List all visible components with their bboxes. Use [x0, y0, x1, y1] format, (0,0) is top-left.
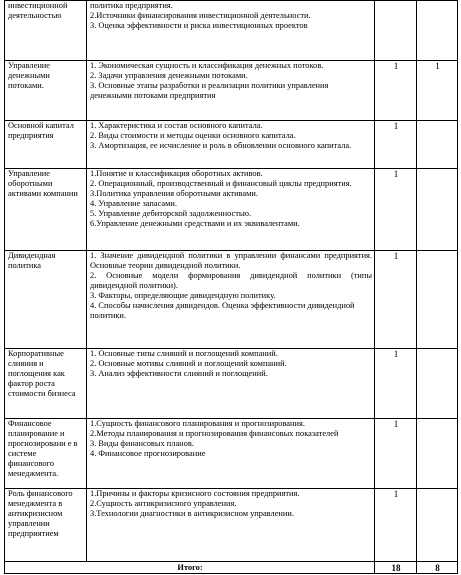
hours-lecture-cell: 1: [375, 419, 417, 489]
topic-cell: [5, 251, 87, 349]
content-item: 4. Способы начисления дивидендов. Оценка эффективности дивидендной политики.: [90, 301, 355, 320]
content-item: 4. Управление запасами.: [90, 199, 177, 208]
topic-cell: [5, 489, 87, 562]
content-item: 3. Оценка эффективности и риска инвестиционных проектов: [90, 21, 308, 30]
content-cell: [87, 349, 375, 419]
hours-practice-cell: [417, 251, 458, 349]
hours-lecture-cell: [375, 1, 417, 61]
content-item: политика предприятия.: [90, 1, 173, 10]
content-item: 1.Причины и факторы кризисного состояния предприятия.: [90, 489, 300, 498]
content-item: 3. Амортизация, ее исчисление и роль в обновлении основного капитала.: [90, 141, 352, 150]
hours-practice-cell: [417, 169, 458, 251]
topic-text: Роль финансового менеджмента в антикризисном управлении предприятием: [8, 489, 73, 538]
content-cell: [87, 489, 375, 562]
topic-text: Финансовое планирование и прогнозировани е в системе финансового менеджмента.: [8, 419, 78, 478]
table-row: [5, 1, 458, 61]
content-item: 2.Источники финансирования инвестиционной деятельности.: [90, 11, 311, 20]
content-item: 2. Виды стоимости и методы оценки основного капитала.: [90, 131, 296, 140]
hours-lecture-cell: 1: [375, 489, 417, 562]
content-cell: [87, 1, 375, 61]
hours-lecture-cell: 1: [375, 251, 417, 349]
curriculum-table: [4, 0, 458, 574]
content-cell: [87, 61, 375, 121]
content-item: 2.Методы планирования и прогнозирования финансовых показателей: [90, 429, 339, 438]
content-item: 6.Управление денежными средствами и их эквивалентами.: [90, 219, 300, 228]
content-item: 1. Характеристика и состав основного капитала.: [90, 121, 263, 130]
total-row: [5, 562, 458, 574]
hours-practice-cell: [417, 489, 458, 562]
table-row: [5, 349, 458, 419]
content-cell: [87, 121, 375, 169]
topic-text: Корпоративные слияния и поглощения как фактор роста стоимости бизнеса: [8, 349, 76, 398]
topic-text: Управление оборотными активами компании: [8, 169, 78, 198]
topic-cell: [5, 419, 87, 489]
content-cell: [87, 169, 375, 251]
hours-lecture-cell: 1: [375, 349, 417, 419]
hours-practice-cell: [417, 121, 458, 169]
content-item: 3.Политика управления оборотными активами.: [90, 189, 258, 198]
content-item: 3. Факторы, определяющие дивидендную политику.: [90, 291, 276, 300]
content-item: 3. Анализ эффективности слияний и поглощений.: [90, 369, 268, 378]
content-item: 3. Основные этапы разработки и реализации политики управления денежными потоками предприятия: [90, 81, 329, 100]
topic-cell: [5, 349, 87, 419]
table-row: [5, 419, 458, 489]
content-item: 1.Понятие и классификация оборотных активов.: [90, 169, 263, 178]
topic-cell: [5, 61, 87, 121]
hours-practice-cell: [417, 419, 458, 489]
table-row: [5, 121, 458, 169]
content-item: 1. Значение дивидендной политики в управлении финансами предприятия. Основные теории дивидендной политики.: [90, 251, 372, 270]
content-cell: [87, 251, 375, 349]
hours-lecture-cell: 1: [375, 61, 417, 121]
content-item: 4. Финансовое прогнозирование: [90, 449, 206, 458]
content-item: 1. Основные типы слияний и поглощений компаний.: [90, 349, 278, 358]
content-item: 2. Задачи управления денежными потоками.: [90, 71, 248, 80]
topic-text: Дивидендная политика: [8, 251, 56, 270]
topic-text: Основной капитал предприятия: [8, 121, 74, 140]
topic-text: инвестиционной деятельностью: [8, 1, 68, 20]
topic-cell: [5, 1, 87, 61]
topic-cell: [5, 121, 87, 169]
content-item: 2. Основные мотивы слияний и поглощений компаний.: [90, 359, 287, 368]
content-item: 5. Управление дебиторской задолженностью.: [90, 209, 252, 218]
hours-lecture-cell: 1: [375, 169, 417, 251]
topic-cell: [5, 169, 87, 251]
content-item: 2.Сущность антикризисного управления.: [90, 499, 237, 508]
table-row: [5, 169, 458, 251]
content-item: 2. Основные модели формирования дивидендной политики (типы дивидендной политики).: [90, 271, 372, 290]
total-label: Итого:: [5, 562, 375, 574]
content-item: 3. Виды финансовых планов.: [90, 439, 194, 448]
content-item: 3.Технологии диагностики в антикризисном управлении.: [90, 509, 294, 518]
hours-lecture-cell: 1: [375, 121, 417, 169]
total-hours-lecture: 18: [375, 562, 417, 574]
total-hours-practice: 8: [417, 562, 458, 574]
content-item: 1. Экономическая сущность и классификация денежных потоков.: [90, 61, 324, 70]
table-row: [5, 251, 458, 349]
hours-practice-cell: 1: [417, 61, 458, 121]
content-cell: [87, 419, 375, 489]
content-item: 1.Сущность финансового планирования и прогнозирования.: [90, 419, 305, 428]
table-row: [5, 489, 458, 562]
hours-practice-cell: [417, 1, 458, 61]
hours-practice-cell: [417, 349, 458, 419]
topic-text: Управление денежными потоками.: [8, 61, 51, 90]
table-row: [5, 61, 458, 121]
content-item: 2. Операционный, производственный и финансовый циклы предприятия.: [90, 179, 352, 188]
